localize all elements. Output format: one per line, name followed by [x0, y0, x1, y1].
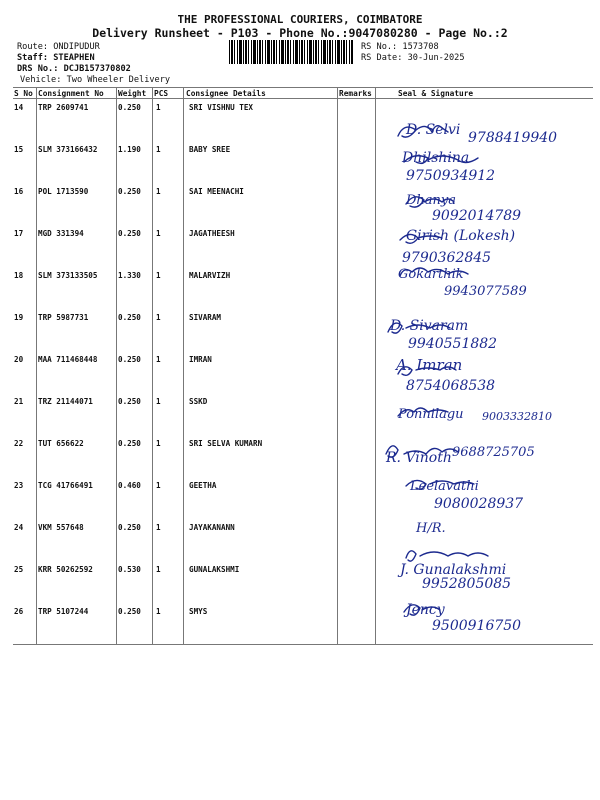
handwritten-name: Dhilshina — [402, 150, 470, 166]
handwritten-remark: H/R. — [416, 521, 446, 536]
staff-line — [17, 53, 95, 63]
rs-date-line — [361, 53, 465, 63]
col-header-consignee: Consignee Details — [186, 89, 266, 98]
cell-weight: 0.250 — [118, 187, 141, 196]
cell-pcs: 1 — [156, 565, 161, 574]
handwritten-phone: 9940551882 — [408, 336, 498, 352]
cell-sno: 22 — [14, 439, 24, 448]
cell-consignment: KRR 50262592 — [38, 565, 93, 574]
cell-consignee: JAYAKANANN — [189, 523, 235, 532]
rs-no-value: 1573708 — [402, 42, 439, 52]
handwritten-name: J. Gunalakshmi — [400, 562, 507, 578]
cell-sno: 14 — [14, 103, 24, 112]
cell-weight: 0.250 — [118, 313, 141, 322]
cell-sno: 21 — [14, 397, 24, 406]
cell-sno: 20 — [14, 355, 24, 364]
handwritten-phone: 9952805085 — [422, 576, 512, 592]
cell-pcs: 1 — [156, 103, 161, 112]
drs-label: DRS No.: — [17, 64, 59, 74]
handwritten-phone: 9750934912 — [406, 168, 496, 184]
rs-no-line — [361, 42, 439, 52]
cell-sno: 17 — [14, 229, 24, 238]
cell-consignee: SSKD — [189, 397, 208, 406]
handwritten-phone: 9788419940 — [468, 130, 558, 146]
cell-weight: 0.530 — [118, 565, 141, 574]
cell-consignment: TRP 2609741 — [38, 103, 89, 112]
handwritten-name: Dhanya — [406, 193, 457, 208]
cell-consignment: MGD 331394 — [38, 229, 84, 238]
route-value: ONDIPUDUR — [53, 42, 100, 52]
col-header-signature: Seal & Signature — [398, 89, 474, 98]
rs-date-label: RS Date: — [361, 53, 403, 63]
handwritten-name: D. Selvi — [406, 122, 461, 138]
cell-consignment: TCG 41766491 — [38, 481, 93, 490]
cell-consignee: BABY SREE — [189, 145, 231, 154]
rs-no-label: RS No.: — [361, 42, 398, 52]
cell-weight: 0.250 — [118, 439, 141, 448]
handwritten-name: Girish (Lokesh) — [406, 228, 516, 244]
cell-pcs: 1 — [156, 313, 161, 322]
cell-consignment: TRZ 21144071 — [38, 397, 93, 406]
route-label: Route: — [17, 42, 49, 52]
cell-consignee: IMRAN — [189, 355, 212, 364]
cell-consignee: MALARVIZH — [189, 271, 231, 280]
cell-consignee: SIVARAM — [189, 313, 222, 322]
rs-date-value: 30-Jun-2025 — [407, 53, 465, 63]
signature-stroke — [406, 551, 488, 561]
cell-weight: 0.250 — [118, 229, 141, 238]
vehicle-value: Two Wheeler Delivery — [66, 75, 171, 85]
handwritten-name: D. Sivaram — [390, 318, 469, 334]
cell-consignee: SRI SELVA KUMARN — [189, 439, 263, 448]
staff-value: STEAPHEN — [53, 53, 95, 63]
vehicle-label: Vehicle: — [20, 75, 62, 85]
col-header-remarks: Remarks — [339, 89, 372, 98]
handwritten-name: A. Imran — [396, 356, 463, 374]
cell-consignment: TRP 5107244 — [38, 607, 89, 616]
cell-pcs: 1 — [156, 523, 161, 532]
cell-weight: 0.250 — [118, 103, 141, 112]
table-header-rule — [13, 98, 593, 99]
col-header-pcs: PCS — [154, 89, 169, 98]
handwritten-phone: 8754068538 — [406, 378, 496, 394]
handwritten-name: Ponnilagu — [398, 407, 464, 422]
col-header-weight: Weight — [118, 89, 147, 98]
route-line — [17, 42, 100, 52]
vehicle-line — [20, 75, 170, 85]
runsheet-title: Delivery Runsheet - P103 - Phone No.:9047080280 - Page No.:2 — [92, 26, 508, 40]
barcode — [229, 40, 353, 64]
cell-sno: 25 — [14, 565, 24, 574]
cell-sno: 16 — [14, 187, 24, 196]
col-header-sno: S No — [14, 89, 33, 98]
cell-pcs: 1 — [156, 145, 161, 154]
cell-pcs: 1 — [156, 187, 161, 196]
cell-consignee: GUNALAKSHMI — [189, 565, 240, 574]
handwritten-phone: 9943077589 — [444, 284, 527, 299]
cell-consignee: JAGATHEESH — [189, 229, 235, 238]
cell-consignee: SRI VISHNU TEX — [189, 103, 254, 112]
cell-pcs: 1 — [156, 271, 161, 280]
handwritten-phone: 9688725705 — [452, 445, 535, 460]
cell-sno: 23 — [14, 481, 24, 490]
cell-consignment: TRP 5987731 — [38, 313, 89, 322]
handwritten-name: Leelavathi — [410, 479, 479, 494]
cell-pcs: 1 — [156, 607, 161, 616]
cell-weight: 0.250 — [118, 523, 141, 532]
handwritten-phone: 9003332810 — [482, 410, 552, 423]
staff-label: Staff: — [17, 53, 49, 63]
cell-sno: 26 — [14, 607, 24, 616]
cell-pcs: 1 — [156, 439, 161, 448]
cell-sno: 19 — [14, 313, 24, 322]
cell-weight: 0.250 — [118, 397, 141, 406]
cell-weight: 0.460 — [118, 481, 141, 490]
handwritten-phone: 9500916750 — [432, 618, 522, 634]
signature-layer — [376, 100, 598, 645]
cell-consignment: MAA 711468448 — [38, 355, 98, 364]
col-header-consignment: Consignment No — [38, 89, 104, 98]
cell-consignment: POL 1713590 — [38, 187, 89, 196]
handwritten-phone: 9092014789 — [432, 208, 522, 224]
cell-consignee: GEETHA — [189, 481, 217, 490]
cell-sno: 24 — [14, 523, 24, 532]
cell-weight: 0.250 — [118, 607, 141, 616]
cell-consignee: SMYS — [189, 607, 208, 616]
cell-consignment: VKM 557648 — [38, 523, 84, 532]
table-top-rule — [13, 87, 593, 88]
handwritten-phone: 9080028937 — [434, 496, 524, 512]
cell-weight: 1.190 — [118, 145, 141, 154]
handwritten-name: R. Vinoth — [386, 450, 452, 466]
cell-consignment: SLM 373133505 — [38, 271, 98, 280]
drs-value: DCJB157370802 — [63, 64, 131, 74]
cell-sno: 15 — [14, 145, 24, 154]
handwritten-name: Gokarthik — [398, 267, 464, 282]
cell-pcs: 1 — [156, 229, 161, 238]
handwritten-name: Jency — [406, 602, 445, 618]
cell-consignment: TUT 656622 — [38, 439, 84, 448]
cell-consignee: SAI MEENACHI — [189, 187, 244, 196]
handwritten-phone: 9790362845 — [402, 250, 492, 266]
drs-line — [17, 64, 131, 74]
cell-sno: 18 — [14, 271, 24, 280]
cell-weight: 1.330 — [118, 271, 141, 280]
cell-pcs: 1 — [156, 397, 161, 406]
cell-pcs: 1 — [156, 481, 161, 490]
cell-pcs: 1 — [156, 355, 161, 364]
company-title: THE PROFESSIONAL COURIERS, COIMBATORE — [177, 13, 423, 26]
cell-weight: 0.250 — [118, 355, 141, 364]
cell-consignment: SLM 373166432 — [38, 145, 98, 154]
